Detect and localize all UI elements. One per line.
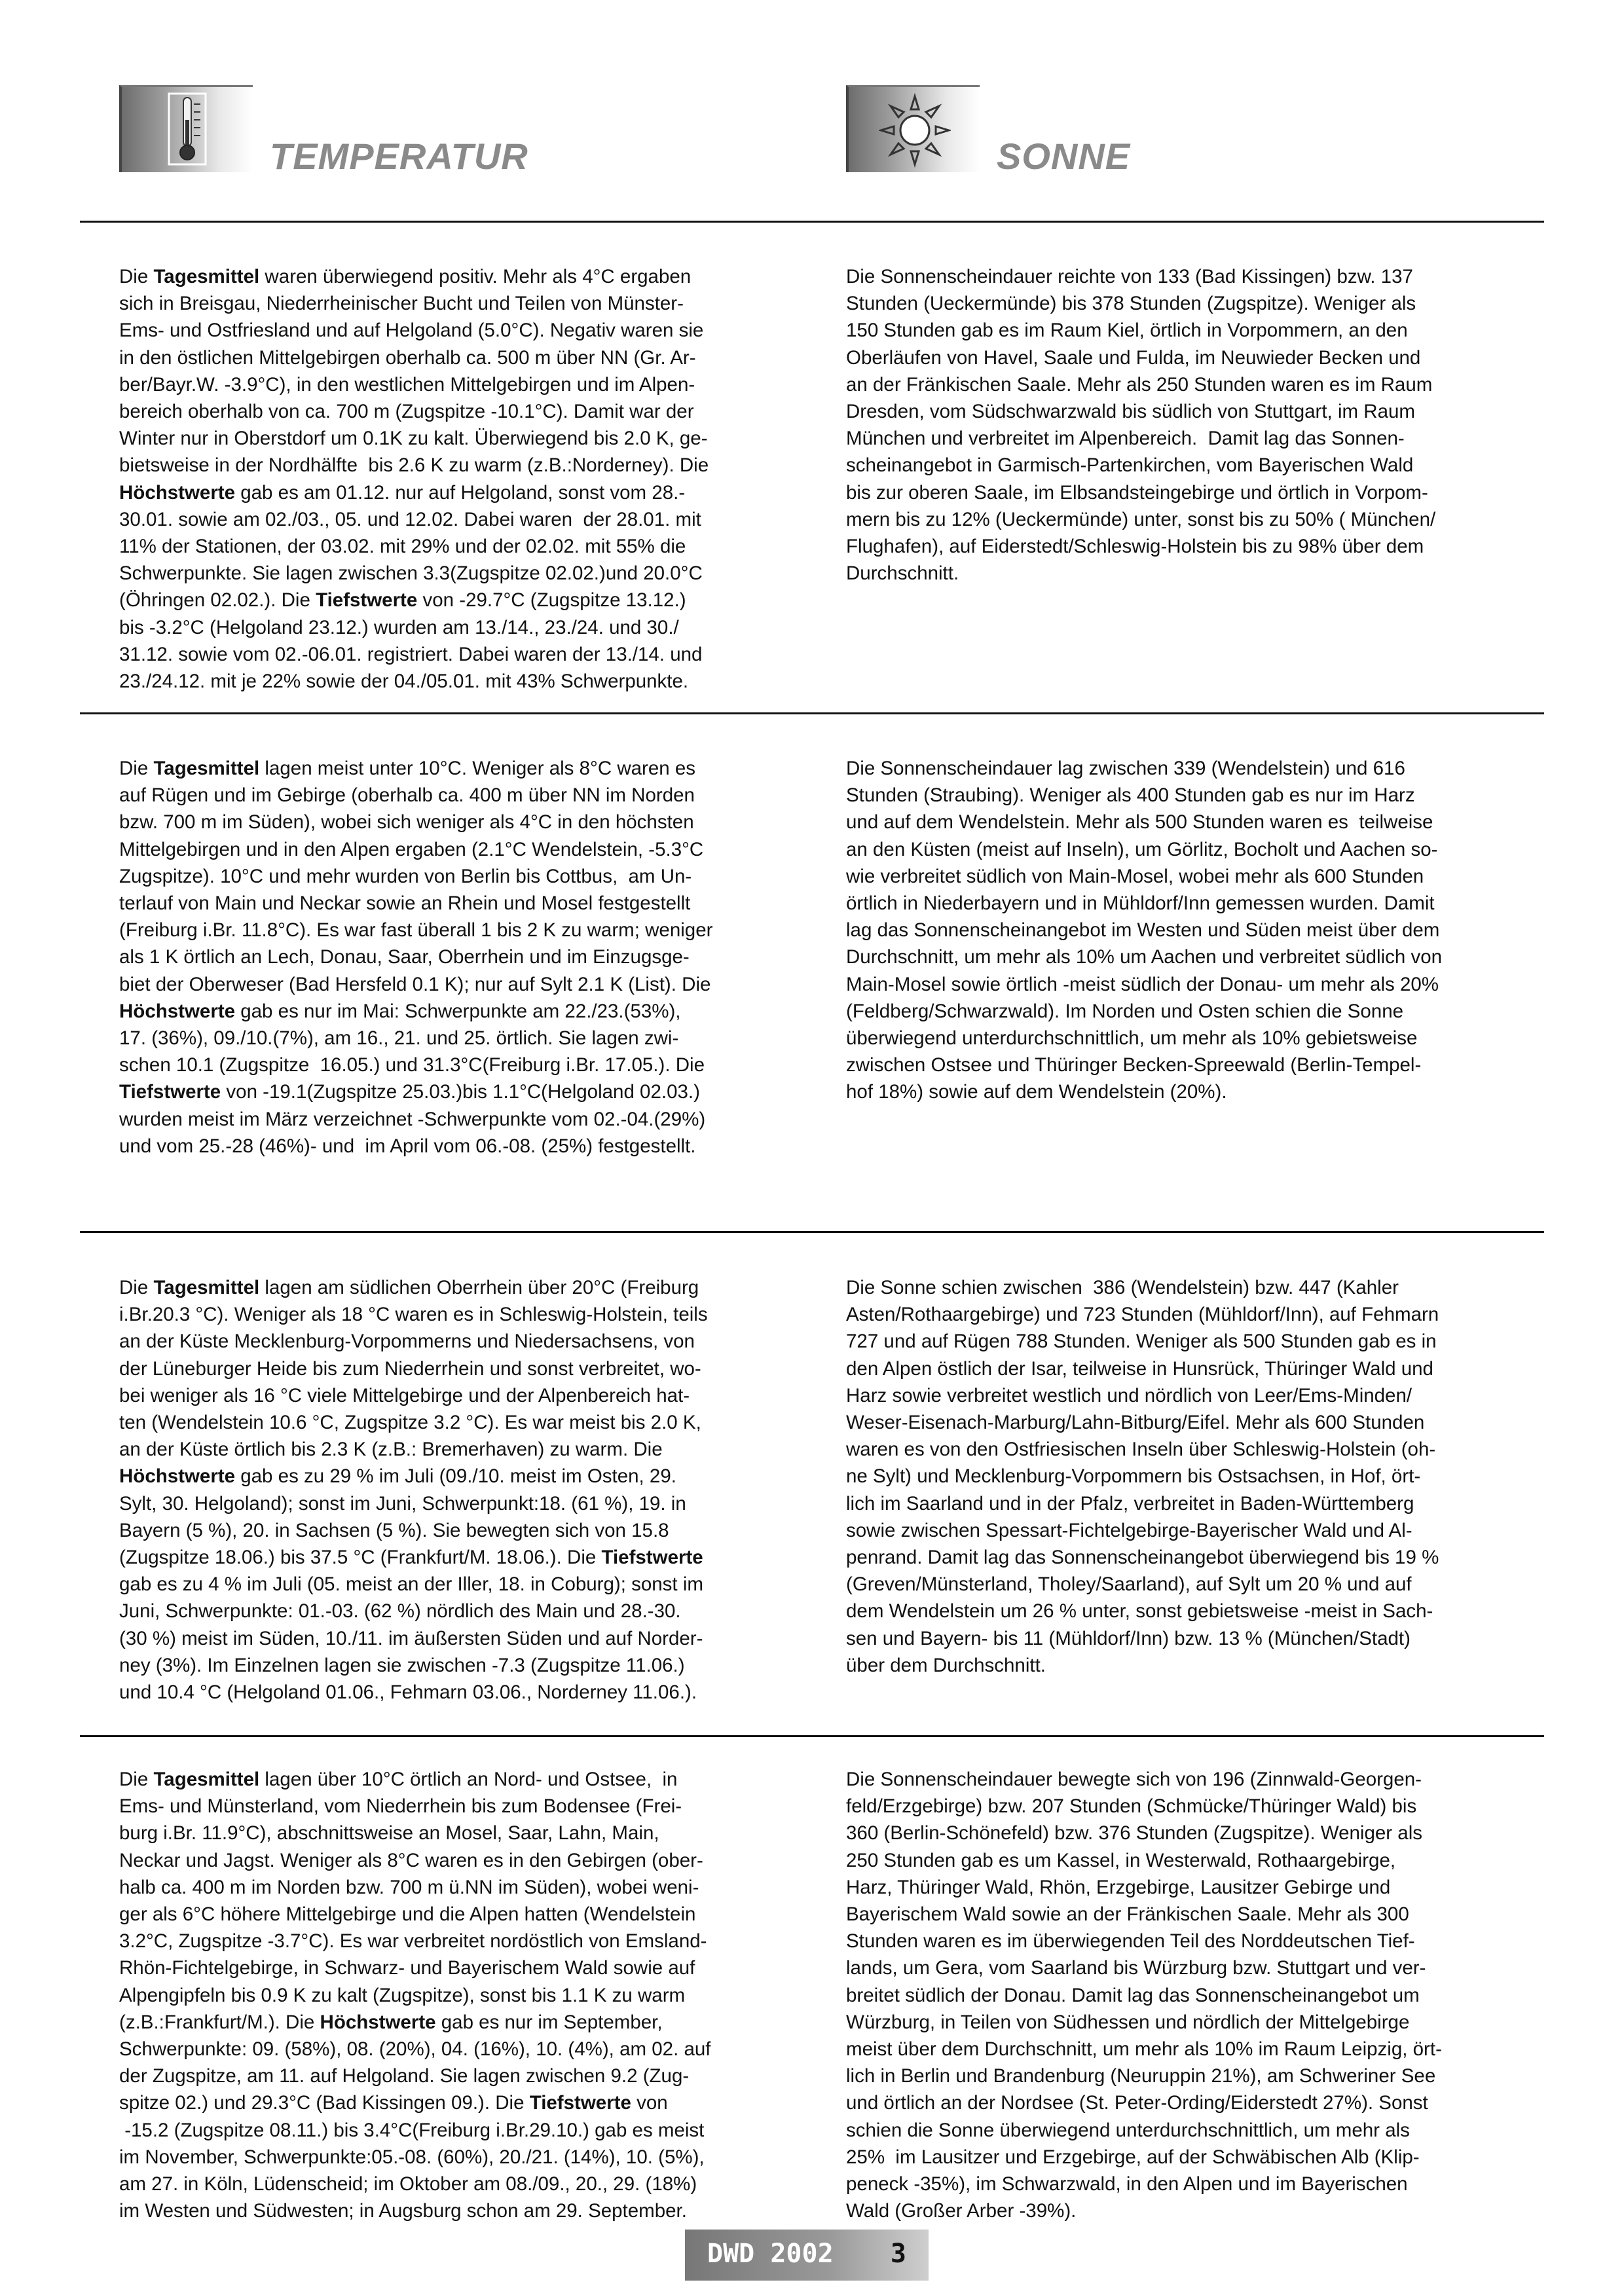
- text-line: [846, 1517, 1530, 1544]
- keyword: Höchstwerte: [119, 1000, 236, 1022]
- sun-icon-box: [846, 85, 980, 172]
- text-line: [119, 2144, 803, 2171]
- text-run: penrand. Damit lag das Sonnenscheinangebot überwiegend bis 19 %: [846, 1547, 1439, 1569]
- text-line: [846, 2197, 1530, 2224]
- text-run: peneck -35%), im Schwarzwald, in den Alpen und im Bayerischen: [846, 2173, 1408, 2195]
- keyword: Tagesmittel: [153, 266, 260, 287]
- text-line: [846, 2144, 1530, 2171]
- text-run: Bayern (5 %), 20. in Sachsen (5 %). Sie bewegten sich von 15.8: [119, 1519, 669, 1541]
- text-line: [119, 917, 803, 944]
- text-run: gab es nur im Mai: Schwerpunkte am 22./23.(53%),: [235, 1000, 681, 1022]
- text-line: [119, 1382, 803, 1409]
- text-run: waren überwiegend positiv. Mehr als 4°C ergaben: [259, 266, 692, 287]
- text-run: meist über dem Durchschnitt, um mehr als 10% im Raum Leipzig, ört-: [846, 2038, 1442, 2061]
- text-line: [119, 533, 803, 560]
- text-line: [846, 1463, 1530, 1490]
- text-run: -15.2 (Zugspitze 08.11.) bis 3.4°C(Freiburg i.Br.29.10.) gab es meist: [119, 2119, 705, 2141]
- text-line: [846, 890, 1530, 917]
- text-line: [119, 944, 803, 970]
- text-line: [119, 506, 803, 533]
- text-run: ger als 6°C höhere Mittelgebirge und die Alpen hatten (Wendelstein: [119, 1903, 696, 1926]
- text-line: [846, 1955, 1530, 1981]
- text-line: [119, 1052, 803, 1078]
- text-line: [846, 1928, 1530, 1955]
- text-line: [119, 2089, 803, 2116]
- text-line: [846, 1078, 1530, 1105]
- text-run: und örtlich an der Nordsee (St. Peter-Ording/Eiderstedt 27%). Sonst: [846, 2092, 1428, 2114]
- text-line: [846, 2063, 1530, 2089]
- text-line: [846, 782, 1530, 809]
- text-run: 360 (Berlin-Schönefeld) bzw. 376 Stunden (Zugspitze). Weniger als: [846, 1822, 1423, 1845]
- text-line: [119, 1517, 803, 1544]
- text-line: [119, 1820, 803, 1846]
- text-run: an der Fränkischen Saale. Mehr als 250 Stunden waren es im Raum: [846, 373, 1433, 395]
- text-line: [846, 533, 1530, 560]
- text-run: Juni, Schwerpunkte: 01.-03. (62 %) nördlich des Main und 28.-30.: [119, 1600, 681, 1623]
- text-line: [119, 425, 803, 452]
- text-run: am 27. in Köln, Lüdenscheid; im Oktober am 08./09., 20., 29. (18%): [119, 2173, 697, 2195]
- text-line: [119, 1625, 803, 1652]
- keyword: Tagesmittel: [153, 1769, 260, 1790]
- text-run: im Westen und Südwesten; in Augsburg schon am 29. September.: [119, 2200, 687, 2222]
- text-run: Bayerischem Wald sowie an der Fränkischen Saale. Mehr als 300: [846, 1903, 1409, 1926]
- sun-text-3: [846, 1274, 1530, 1679]
- text-run: bis -3.2°C (Helgoland 23.12.) wurden am 13./14., 23./24. und 30./: [119, 616, 679, 638]
- text-run: der Zugspitze, am 11. auf Helgoland. Sie lagen zwischen 9.2 (Zug-: [119, 2065, 690, 2087]
- text-run: Schwerpunkte. Sie lagen zwischen 3.3(Zugspitze 02.02.)und 20.0°C: [119, 562, 703, 585]
- text-run: bis zur oberen Saale, im Elbsandsteingebirge und örtlich in Vorpom-: [846, 481, 1428, 504]
- text-run: München und verbreitet im Alpenbereich. Damit lag das Sonnen-: [846, 428, 1405, 450]
- text-line: [119, 863, 803, 890]
- text-line: [119, 1901, 803, 1928]
- text-line: [846, 1409, 1530, 1436]
- text-run: ber/Bayr.W. -3.9°C), in den westlichen Mittelgebirgen und im Alpen-: [119, 373, 695, 395]
- text-run: i.Br.20.3 °C). Weniger als 18 °C waren es in Schleswig-Holstein, teils: [119, 1304, 708, 1326]
- text-line: [846, 998, 1530, 1025]
- text-run: bereich oberhalb von ca. 700 m (Zugspitze -10.1°C). Damit war der: [119, 401, 694, 423]
- text-line: [846, 2036, 1530, 2063]
- text-line: [846, 1436, 1530, 1463]
- temperature-text-1: [119, 263, 803, 695]
- text-line: [119, 1847, 803, 1874]
- text-line: [846, 560, 1530, 587]
- text-run: ne Sylt) und Mecklenburg-Vorpommern bis Ostsachsen, in Hof, ört-: [846, 1465, 1421, 1488]
- text-run: den Alpen östlich der Isar, teilweise in Hunsrück, Thüringer Wald und: [846, 1357, 1433, 1380]
- text-run: Oberläufen von Havel, Saale und Fulda, im Neuwieder Becken und: [846, 346, 1421, 369]
- text-run: 11% der Stationen, der 03.02. mit 29% und der 02.02. mit 55% die: [119, 536, 686, 558]
- text-line: [119, 1490, 803, 1517]
- text-line: [119, 1025, 803, 1052]
- text-line: [846, 971, 1530, 998]
- text-run: 17. (36%), 09./10.(7%), am 16., 21. und 25. örtlich. Sie lagen zwi-: [119, 1027, 679, 1050]
- text-run: gab es zu 4 % im Juli (05. meist an der Iller, 18. in Coburg); sonst im: [119, 1573, 703, 1596]
- text-line: [119, 479, 803, 506]
- text-line: [119, 641, 803, 668]
- text-line: [119, 1928, 803, 1955]
- text-line: [119, 587, 803, 614]
- text-run: Sylt, 30. Helgoland); sonst im Juni, Schwerpunkt:18. (61 %), 19. in: [119, 1492, 686, 1515]
- keyword: Tagesmittel: [153, 758, 260, 779]
- text-run: 727 und auf Rügen 788 Stunden. Weniger als 500 Stunden gab es in: [846, 1331, 1437, 1353]
- text-run: sich in Breisgau, Niederrheinischer Bucht und Teilen von Münster-: [119, 293, 684, 315]
- text-line: [846, 1598, 1530, 1625]
- text-run: gab es nur im September,: [435, 2011, 663, 2033]
- text-line: [119, 1793, 803, 1820]
- text-run: Winter nur in Oberstdorf um 0.1K zu kalt. Überwiegend bis 2.0 K, ge-: [119, 428, 708, 450]
- text-line: [846, 1766, 1530, 1793]
- text-run: und vom 25.-28 (46%)- und im April vom 06.-08. (25%) festgestellt.: [119, 1135, 696, 1157]
- text-line: [846, 1982, 1530, 2009]
- text-line: [119, 1874, 803, 1901]
- sun-text-1: [846, 263, 1530, 587]
- text-run: schien die Sonne überwiegend unterdurchschnittlich, um mehr als: [846, 2119, 1410, 2141]
- text-run: Harz, Thüringer Wald, Rhön, Erzgebirge, Lausitzer Gebirge und: [846, 1876, 1391, 1898]
- text-line: [119, 809, 803, 835]
- text-line: [846, 2117, 1530, 2144]
- text-line: [119, 560, 803, 587]
- text-run: halb ca. 400 m im Norden bzw. 700 m ü.NN im Süden), wobei weni-: [119, 1876, 699, 1898]
- text-line: [119, 1463, 803, 1490]
- text-line: [846, 1652, 1530, 1679]
- text-line: [119, 1409, 803, 1436]
- text-run: breitet südlich der Donau. Damit lag das Sonnenscheinangebot um: [846, 1984, 1420, 2006]
- section-divider: [80, 221, 1544, 223]
- text-line: [846, 1355, 1530, 1382]
- text-line: [119, 1766, 803, 1793]
- section-divider: [80, 712, 1544, 714]
- sun-text-2: [846, 755, 1530, 1106]
- keyword: Tiefstwerte: [316, 589, 418, 612]
- text-run: und 10.4 °C (Helgoland 01.06., Fehmarn 03.06., Norderney 11.06.).: [119, 1681, 697, 1704]
- text-line: [846, 1274, 1530, 1301]
- text-line: [119, 452, 803, 479]
- text-run: 150 Stunden gab es im Raum Kiel, örtlich in Vorpommern, an den: [846, 320, 1408, 342]
- text-line: [846, 2089, 1530, 2116]
- text-run: (Feldberg/Schwarzwald). Im Norden und Osten schien die Sonne: [846, 1000, 1404, 1022]
- text-run: 30.01. sowie am 02./03., 05. und 12.02. Dabei waren der 28.01. mit: [119, 508, 701, 530]
- text-run: in den östlichen Mittelgebirgen oberhalb ca. 500 m über NN (Gr. Ar-: [119, 346, 696, 369]
- text-line: [119, 1679, 803, 1706]
- text-run: an den Küsten (meist auf Inseln), um Görlitz, Bocholt und Aachen so-: [846, 838, 1438, 860]
- text-line: [119, 263, 803, 290]
- temperature-title: TEMPERATUR: [270, 136, 528, 177]
- text-run: Main-Mosel sowie örtlich -meist südlich der Donau- um mehr als 20%: [846, 973, 1439, 995]
- text-line: [119, 1598, 803, 1625]
- text-line: [119, 2117, 803, 2144]
- text-run: Ems- und Münsterland, vom Niederrhein bis zum Bodensee (Frei-: [119, 1795, 682, 1818]
- text-line: [846, 755, 1530, 782]
- text-run: 3.2°C, Zugspitze -3.7°C). Es war verbreitet nordöstlich von Emsland-: [119, 1930, 707, 1953]
- text-line: [846, 425, 1530, 452]
- text-line: [119, 1571, 803, 1598]
- sun-title: SONNE: [997, 136, 1131, 177]
- text-line: [119, 1955, 803, 1981]
- keyword: Tiefstwerte: [601, 1547, 703, 1569]
- text-line: [846, 344, 1530, 371]
- text-line: [846, 398, 1530, 425]
- text-line: [119, 398, 803, 425]
- text-line: [119, 614, 803, 641]
- text-line: [846, 1847, 1530, 1874]
- text-run: (30 %) meist im Süden, 10./11. im äußersten Süden und auf Norder-: [119, 1627, 703, 1649]
- text-run: scheinangebot in Garmisch-Partenkirchen, vom Bayerischen Wald: [846, 454, 1414, 477]
- text-run: spitze 02.) und 29.3°C (Bad Kissingen 09.). Die: [119, 2092, 530, 2114]
- text-run: bzw. 700 m im Süden), wobei sich weniger als 4°C in den höchsten: [119, 811, 694, 834]
- text-line: [119, 1544, 803, 1571]
- text-run: örtlich in Niederbayern und in Mühldorf/Inn gemessen wurden. Damit: [846, 892, 1435, 915]
- text-run: (z.B.:Frankfurt/M.). Die: [119, 2011, 320, 2033]
- text-run: Schwerpunkte: 09. (58%), 08. (20%), 04. (16%), 10. (4%), am 02. auf: [119, 2038, 711, 2061]
- text-line: [846, 1793, 1530, 1820]
- page-number: 3: [890, 2239, 906, 2269]
- text-line: [846, 371, 1530, 398]
- text-run: lich im Saarland und in der Pfalz, verbreitet in Baden-Württemberg: [846, 1492, 1414, 1515]
- text-line: [119, 755, 803, 782]
- text-line: [119, 836, 803, 863]
- text-line: [119, 2063, 803, 2089]
- temperature-text-2: [119, 755, 803, 1160]
- text-run: Ems- und Ostfriesland und auf Helgoland (5.0°C). Negativ waren sie: [119, 320, 704, 342]
- text-line: [119, 890, 803, 917]
- text-run: im November, Schwerpunkte:05.-08. (60%), 20./21. (14%), 10. (5%),: [119, 2146, 705, 2168]
- text-run: (Zugspitze 18.06.) bis 37.5 °C (Frankfurt/M. 18.06.). Die: [119, 1547, 602, 1569]
- text-run: von -19.1(Zugspitze 25.03.)bis 1.1°C(Helgoland 02.03.): [221, 1081, 700, 1103]
- text-line: [119, 1078, 803, 1105]
- text-line: [846, 1328, 1530, 1355]
- text-line: [846, 1901, 1530, 1928]
- text-run: bei weniger als 16 °C viele Mittelgebirge und der Alpenbereich hat-: [119, 1384, 690, 1406]
- temperature-text-3: [119, 1274, 803, 1706]
- text-line: [846, 317, 1530, 344]
- text-run: bietsweise in der Nordhälfte bis 2.6 K zu warm (z.B.:Norderney). Die: [119, 454, 709, 477]
- section-divider: [80, 1231, 1544, 1233]
- text-line: [119, 317, 803, 344]
- text-line: [119, 2171, 803, 2197]
- keyword: Höchstwerte: [119, 1465, 236, 1488]
- keyword: Tiefstwerte: [529, 2092, 631, 2114]
- text-run: sowie zwischen Spessart-Fichtelgebirge-Bayerischer Wald und Al-: [846, 1519, 1412, 1541]
- text-line: [119, 1652, 803, 1679]
- text-run: 31.12. sowie vom 02.-06.01. registriert. Dabei waren der 13./14. und: [119, 643, 703, 665]
- text-run: Alpengipfeln bis 0.9 K zu kalt (Zugspitze), sonst bis 1.1 K zu warm: [119, 1984, 686, 2006]
- text-line: [846, 1571, 1530, 1598]
- text-run: terlauf von Main und Neckar sowie an Rhein und Mosel festgestellt: [119, 892, 691, 915]
- sun-text-4: [846, 1766, 1530, 2224]
- keyword: Tiefstwerte: [119, 1081, 221, 1103]
- text-run: Durchschnitt, um mehr als 10% um Aachen und verbreitet südlich von: [846, 946, 1443, 968]
- text-line: [846, 1874, 1530, 1901]
- text-run: (Greven/Münsterland, Tholey/Saarland), auf Sylt um 20 % und auf: [846, 1573, 1412, 1596]
- text-run: ney (3%). Im Einzelnen lagen sie zwischen -7.3 (Zugspitze 11.06.): [119, 1654, 685, 1676]
- text-run: Rhön-Fichtelgebirge, in Schwarz- und Bayerischem Wald sowie auf: [119, 1957, 695, 1979]
- text-run: (Freiburg i.Br. 11.8°C). Es war fast überall 1 bis 2 K zu warm; weniger: [119, 919, 713, 942]
- text-run: lands, um Gera, vom Saarland bis Würzburg bzw. Stuttgart und ver-: [846, 1957, 1426, 1979]
- text-run: der Lüneburger Heide bis zum Niederrhein und sonst verbreitet, wo-: [119, 1357, 701, 1380]
- text-run: 25% im Lausitzer und Erzgebirge, auf der Schwäbischen Alb (Klip-: [846, 2146, 1420, 2168]
- text-run: Die: [119, 1769, 154, 1790]
- text-run: sen und Bayern- bis 11 (Mühldorf/Inn) bzw. 13 % (München/Stadt): [846, 1627, 1411, 1649]
- text-run: ten (Wendelstein 10.6 °C, Zugspitze 3.2 °C). Es war meist bis 2.0 K,: [119, 1412, 701, 1434]
- keyword: Tagesmittel: [153, 1277, 260, 1298]
- text-run: Mittelgebirgen und in den Alpen ergaben (2.1°C Wendelstein, -5.3°C: [119, 838, 704, 860]
- text-run: Dresden, vom Südschwarzwald bis südlich von Stuttgart, im Raum: [846, 401, 1415, 423]
- text-line: [119, 998, 803, 1025]
- text-line: [119, 1106, 803, 1133]
- text-line: [119, 1982, 803, 2009]
- text-run: Durchschnitt.: [846, 562, 959, 585]
- text-run: hof 18%) sowie auf dem Wendelstein (20%).: [846, 1081, 1227, 1103]
- text-run: feld/Erzgebirge) bzw. 207 Stunden (Schmücke/Thüringer Wald) bis: [846, 1795, 1417, 1818]
- text-line: [846, 1625, 1530, 1652]
- text-line: [846, 1301, 1530, 1328]
- text-run: Neckar und Jagst. Weniger als 8°C waren es in den Gebirgen (ober-: [119, 1849, 703, 1871]
- text-line: [119, 1274, 803, 1301]
- text-line: [119, 1436, 803, 1463]
- text-run: Flughafen), auf Eiderstedt/Schleswig-Holstein bis zu 98% über dem: [846, 536, 1424, 558]
- text-line: [119, 2009, 803, 2036]
- text-line: [846, 1490, 1530, 1517]
- text-run: Stunden (Straubing). Weniger als 400 Stunden gab es nur im Harz: [846, 784, 1415, 807]
- text-run: 250 Stunden gab es um Kassel, in Westerwald, Rothaargebirge,: [846, 1849, 1396, 1871]
- text-line: [119, 1133, 803, 1160]
- text-run: Die Sonnenscheindauer bewegte sich von 196 (Zinnwald-Georgen-: [846, 1769, 1422, 1790]
- text-line: [846, 452, 1530, 479]
- text-run: überwiegend unterdurchschnittlich, um mehr als 10% gebietsweise: [846, 1027, 1418, 1050]
- text-run: wie verbreitet südlich von Main-Mosel, wobei mehr als 600 Stunden: [846, 865, 1424, 887]
- text-run: 23./24.12. mit je 22% sowie der 04./05.01. mit 43% Schwerpunkte.: [119, 670, 689, 693]
- text-line: [846, 1025, 1530, 1052]
- text-line: [119, 2036, 803, 2063]
- text-run: Zugspitze). 10°C und mehr wurden von Berlin bis Cottbus, am Un-: [119, 865, 692, 887]
- text-line: [119, 344, 803, 371]
- text-line: [846, 917, 1530, 944]
- text-run: Die: [119, 1277, 154, 1298]
- text-run: als 1 K örtlich an Lech, Donau, Saar, Oberrhein und im Einzugsge-: [119, 946, 690, 968]
- text-run: burg i.Br. 11.9°C), abschnittsweise an Mosel, Saar, Lahn, Main,: [119, 1822, 659, 1845]
- text-line: [119, 1301, 803, 1328]
- text-run: Die Sonnenscheindauer lag zwischen 339 (Wendelstein) und 616: [846, 758, 1405, 779]
- text-line: [846, 2171, 1530, 2197]
- text-run: Würzburg, in Teilen von Südhessen und nördlich der Mittelgebirge: [846, 2011, 1410, 2033]
- text-run: waren es von den Ostfriesischen Inseln über Schleswig-Holstein (oh-: [846, 1439, 1436, 1461]
- text-run: lich in Berlin und Brandenburg (Neuruppin 21%), am Schweriner See: [846, 2065, 1436, 2087]
- section-divider: [80, 1735, 1544, 1737]
- text-line: [119, 668, 803, 695]
- text-line: [846, 1382, 1530, 1409]
- text-run: lagen am südlichen Oberrhein über 20°C (Freiburg: [259, 1277, 699, 1298]
- sun-icon: [879, 91, 951, 168]
- text-run: Harz sowie verbreitet westlich und nördlich von Leer/Ems-Minden/: [846, 1384, 1412, 1406]
- text-run: zwischen Ostsee und Thüringer Becken-Spreewald (Berlin-Tempel-: [846, 1054, 1422, 1076]
- keyword: Höchstwerte: [320, 2011, 436, 2033]
- footer-label: DWD 2002: [707, 2239, 834, 2269]
- text-run: Stunden waren es im überwiegenden Teil des Norddeutschen Tief-: [846, 1930, 1415, 1953]
- text-line: [846, 2009, 1530, 2036]
- text-line: [846, 1820, 1530, 1846]
- text-run: Die Sonne schien zwischen 386 (Wendelstein) bzw. 447 (Kahler: [846, 1277, 1399, 1298]
- text-run: lagen meist unter 10°C. Weniger als 8°C waren es: [259, 758, 696, 779]
- text-run: an der Küste örtlich bis 2.3 K (z.B.: Bremerhaven) zu warm. Die: [119, 1439, 663, 1461]
- temperature-icon-box: [119, 85, 253, 172]
- text-run: Stunden (Ueckermünde) bis 378 Stunden (Zugspitze). Weniger als: [846, 293, 1416, 315]
- text-line: [846, 809, 1530, 835]
- text-line: [846, 836, 1530, 863]
- text-line: [846, 290, 1530, 317]
- text-line: [846, 506, 1530, 533]
- temperature-text-4: [119, 1766, 803, 2224]
- text-run: mern bis zu 12% (Ueckermünde) unter, sonst bis zu 50% ( München/: [846, 508, 1436, 530]
- text-run: von: [631, 2092, 668, 2114]
- text-line: [846, 863, 1530, 890]
- text-run: und auf dem Wendelstein. Mehr als 500 Stunden waren es teilweise: [846, 811, 1433, 834]
- text-line: [119, 2197, 803, 2224]
- text-line: [119, 371, 803, 398]
- keyword: Höchstwerte: [119, 481, 236, 504]
- text-line: [846, 263, 1530, 290]
- text-run: lagen über 10°C örtlich an Nord- und Ostsee, in: [259, 1769, 678, 1790]
- text-run: dem Wendelstein um 26 % unter, sonst gebietsweise -meist in Sach-: [846, 1600, 1433, 1623]
- text-run: Weser-Eisenach-Marburg/Lahn-Bitburg/Eifel. Mehr als 600 Stunden: [846, 1412, 1425, 1434]
- thermometer-icon: [162, 91, 215, 168]
- text-line: [119, 1328, 803, 1355]
- text-line: [119, 971, 803, 998]
- text-line: [846, 479, 1530, 506]
- text-line: [119, 782, 803, 809]
- text-run: (Öhringen 02.02.). Die: [119, 589, 316, 612]
- text-line: [846, 1544, 1530, 1571]
- text-run: schen 10.1 (Zugspitze 16.05.) und 31.3°C(Freiburg i.Br. 17.05.). Die: [119, 1054, 705, 1076]
- text-run: gab es zu 29 % im Juli (09./10. meist im Osten, 29.: [235, 1465, 676, 1488]
- text-run: Wald (Großer Arber -39%).: [846, 2200, 1077, 2222]
- text-run: Die Sonnenscheindauer reichte von 133 (Bad Kissingen) bzw. 137: [846, 266, 1413, 287]
- text-run: biet der Oberweser (Bad Hersfeld 0.1 K); nur auf Sylt 2.1 K (List). Die: [119, 973, 711, 995]
- text-run: wurden meist im März verzeichnet -Schwerpunkte vom 02.-04.(29%): [119, 1108, 706, 1130]
- text-line: [119, 1355, 803, 1382]
- footer-band: [685, 2230, 929, 2281]
- text-run: lag das Sonnenscheinangebot im Westen und Süden meist über dem: [846, 919, 1440, 942]
- text-line: [846, 944, 1530, 970]
- text-run: Asten/Rothaargebirge) und 723 Stunden (Mühldorf/Inn), auf Fehmarn: [846, 1304, 1439, 1326]
- text-line: [119, 290, 803, 317]
- text-run: gab es am 01.12. nur auf Helgoland, sonst vom 28.-: [235, 481, 686, 504]
- text-run: Die: [119, 758, 154, 779]
- text-run: Die: [119, 266, 154, 287]
- text-run: über dem Durchschnitt.: [846, 1654, 1046, 1676]
- text-line: [846, 1052, 1530, 1078]
- text-run: von -29.7°C (Zugspitze 13.12.): [417, 589, 686, 612]
- text-run: an der Küste Mecklenburg-Vorpommerns und Niedersachsens, von: [119, 1331, 695, 1353]
- text-run: auf Rügen und im Gebirge (oberhalb ca. 400 m über NN im Norden: [119, 784, 695, 807]
